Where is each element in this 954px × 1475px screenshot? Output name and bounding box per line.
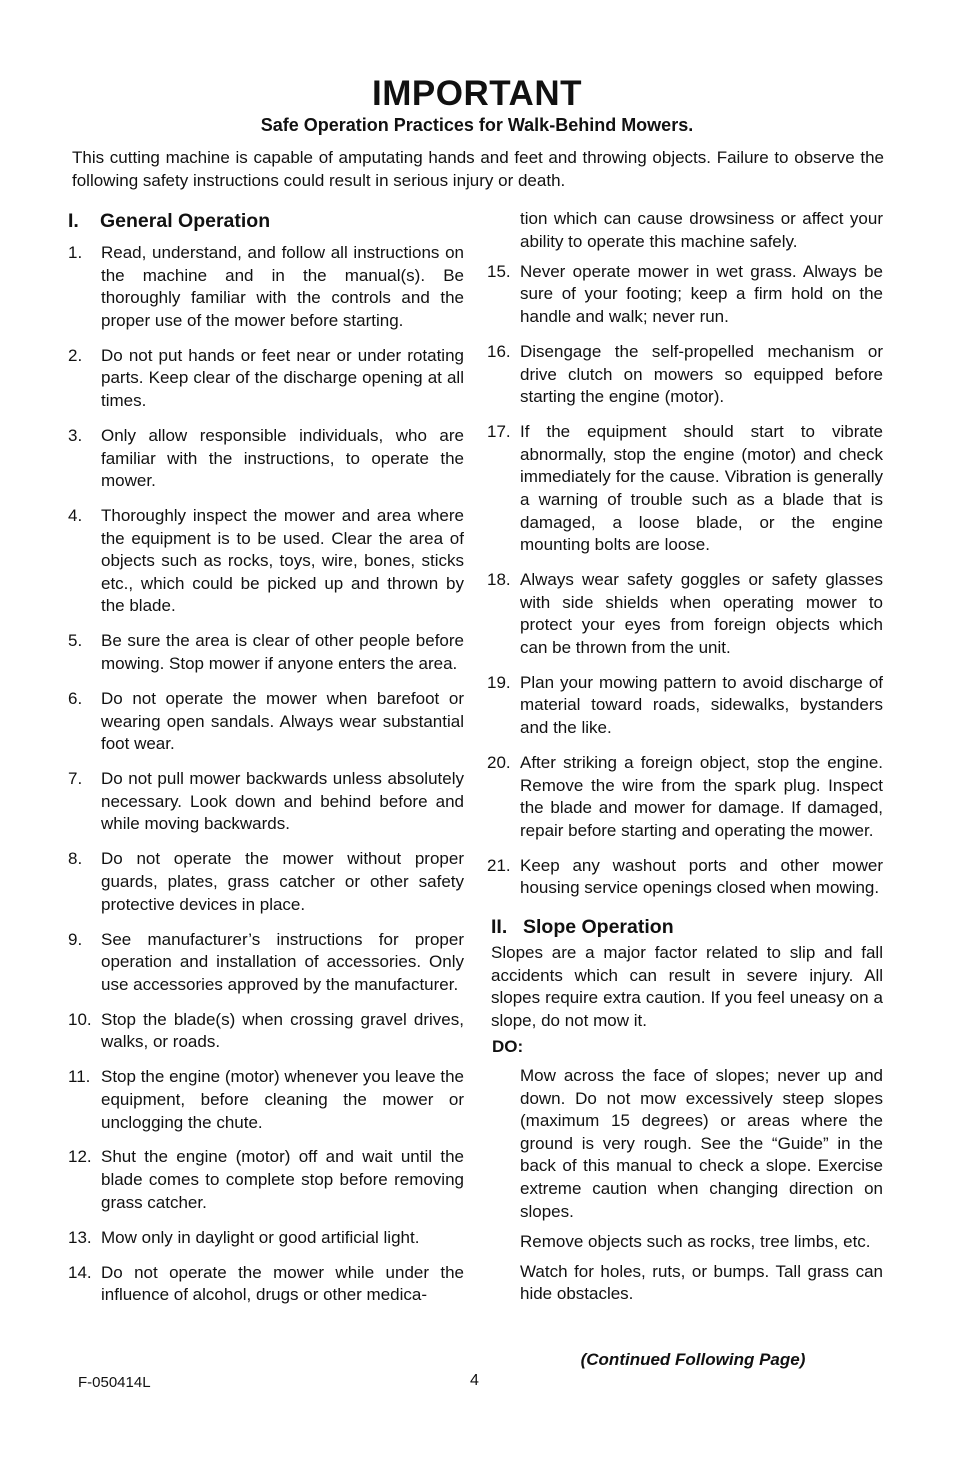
section-heading-slope-operation — [491, 914, 883, 940]
list-item-continuation: tion which can cause drowsiness or affect your ability to operate this machine safely. — [520, 209, 883, 251]
section-title: Slope Operation — [523, 915, 674, 938]
list-item: 20. After striking a foreign object, stop the engine. Remove the wire from the spark plug. Inspect the blade and mower for damage. If damaged, repair before starting and operating the mower. — [487, 753, 883, 840]
list-item: 3. Only allow responsible individuals, who are familiar with the instructions, to operate the mower. — [68, 425, 464, 491]
list-item: 18. Always wear safety goggles or safety glasses with side shields when operating mower to protect your eyes from foreign objects which can be thrown from the unit. — [487, 570, 883, 657]
list-item: 1. Read, understand, and follow all instructions on the machine and in the manual(s). Be thoroughly familiar with the controls and the proper use of the mower before starting. — [68, 243, 464, 330]
list-item: 11. Stop the engine (motor) whenever you leave the equipment, before cleaning the mower or unclogging the chute. — [68, 1067, 464, 1132]
list-item: 2. Do not put hands or feet near or under rotating parts. Keep clear of the discharge opening at all times. — [68, 345, 464, 410]
left-column — [68, 208, 464, 1319]
list-item: 15. Never operate mower in wet grass. Always be sure of your footing; keep a firm hold on the handle and walk; never run. — [487, 261, 883, 326]
list-item: 16. Disengage the self-propelled mechanism or drive clutch on mowers so equipped before starting the engine (motor). — [487, 341, 883, 407]
do-item: Remove objects such as rocks, tree limbs, etc. — [520, 1231, 871, 1251]
section-number: I. — [68, 210, 79, 232]
page-number: 4 — [470, 1372, 479, 1389]
right-column — [487, 208, 883, 1314]
list-item: 13. Mow only in daylight or good artificial light. — [68, 1227, 420, 1247]
do-item: Watch for holes, ruts, or bumps. Tall grass can hide obstacles. — [520, 1261, 883, 1304]
continued-note: (Continued Following Page) — [580, 1350, 806, 1369]
page-title: IMPORTANT — [372, 74, 582, 113]
list-item: 7. Do not pull mower backwards unless absolutely necessary. Look down and behind before and while moving backwards. — [68, 769, 464, 834]
section-title: General Operation — [100, 210, 271, 232]
list-item: 19. Plan your mowing pattern to avoid discharge of material toward roads, sidewalks, bystanders and the like. — [487, 672, 883, 738]
slope-intro-paragraph: Slopes are a major factor related to slip and fall accidents which can result in severe injury. All slopes require extra caution. If you feel uneasy on a slope, do not mow it. — [491, 942, 883, 1030]
page-subtitle: Safe Operation Practices for Walk-Behind Mowers. — [260, 115, 694, 135]
list-item: 14. Do not operate the mower while under the influence of alcohol, drugs or other medica- — [68, 1262, 464, 1305]
list-item: 8. Do not operate the mower without proper guards, plates, grass catcher or other safety protective devices in place. — [68, 849, 464, 914]
section-heading-general-operation — [68, 208, 464, 234]
list-item: 21. Keep any washout ports and other mower housing service openings closed when mowing. — [487, 855, 883, 898]
list-item: 10. Stop the blade(s) when crossing gravel drives, walks, or roads. — [68, 1009, 464, 1052]
do-item: Mow across the face of slopes; never up and down. Do not mow excessively steep slopes (maximum 15 degrees) or areas where the ground is very rough. See the “Guide” in the back of this manual to check a slope. Exercise extreme caution when changing direction on slopes. — [520, 1065, 883, 1221]
list-item: 9. See manufacturer’s instructions for proper operation and installation of accessories. Only use accessories approved by the manufacturer. — [68, 929, 464, 994]
list-item: 6. Do not operate the mower when barefoot or wearing open sandals. Always wear substantial foot wear. — [68, 689, 464, 754]
list-item: 4. Thoroughly inspect the mower and area where the equipment is to be used. Clear the area of objects such as rocks, toys, wire, bones, sticks etc., which could be picked up and thrown by the blade. — [68, 506, 464, 616]
intro-paragraph: This cutting machine is capable of amputating hands and feet and throwing objects. Failure to observe the following safety instructions could result in serious injury or death. — [72, 148, 884, 190]
do-label: DO: — [492, 1037, 524, 1057]
section-number: II. — [491, 915, 508, 938]
footer-document-code: F-050414L — [78, 1374, 151, 1391]
list-item: 12. Shut the engine (motor) off and wait until the blade comes to complete stop before removing grass catcher. — [68, 1147, 464, 1212]
list-item: 17. If the equipment should start to vibrate abnormally, stop the engine (motor) and check immediately for the cause. Vibration is generally a warning of trouble such as a blade that is damaged, a loose blade, or the engine mounting bolts are loose. — [487, 422, 883, 555]
list-item: 5. Be sure the area is clear of other people before mowing. Stop mower if anyone enters the area. — [68, 631, 464, 674]
